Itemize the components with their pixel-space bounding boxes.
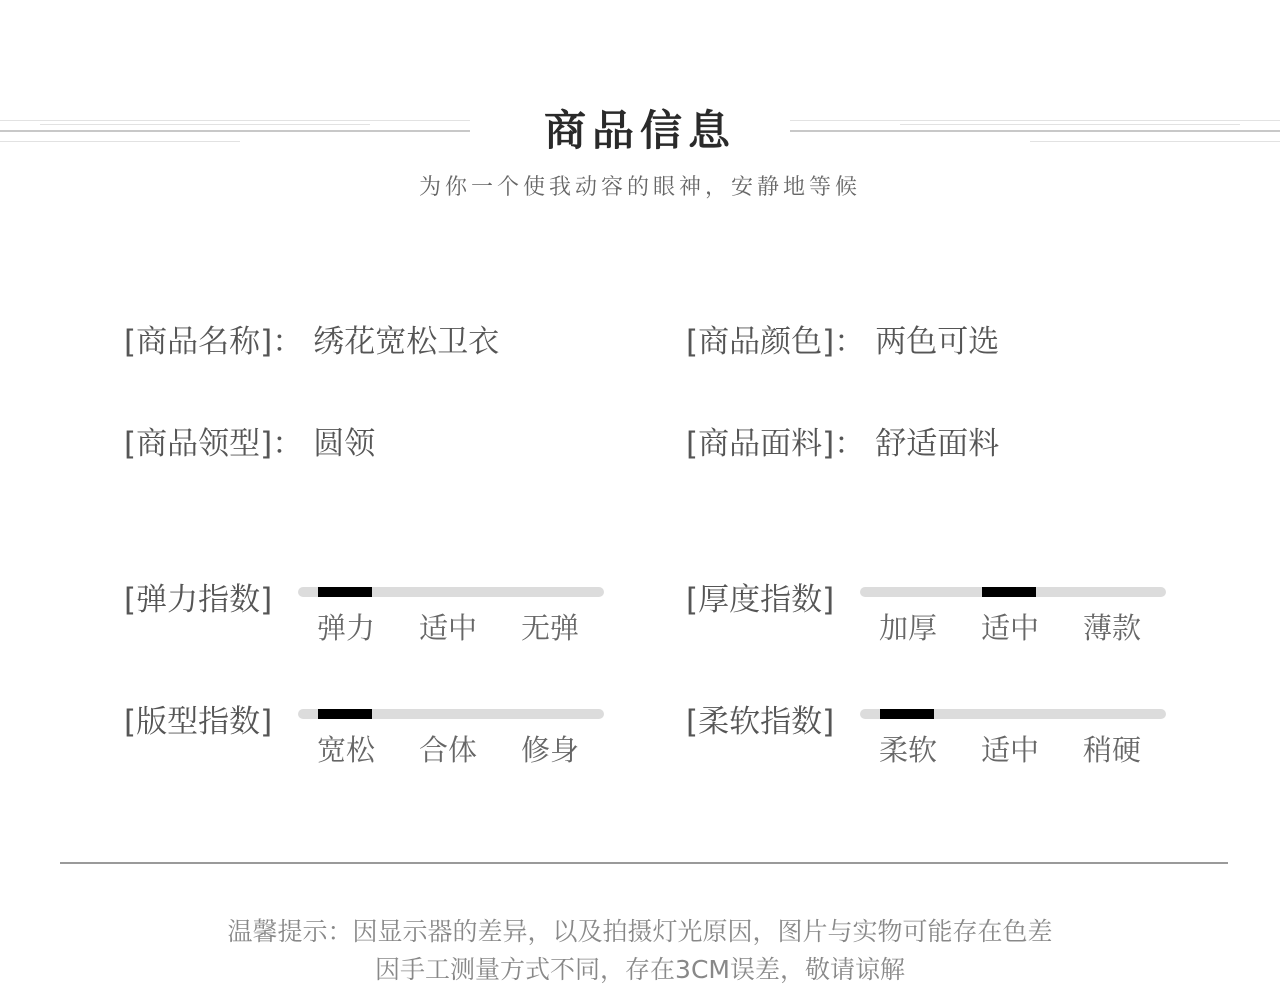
- info-name: [124, 316, 499, 361]
- info-collar-label: [商品领型]：: [124, 426, 304, 462]
- page-subtitle: 为你一个使我动容的眼神，安静地等候: [418, 175, 861, 200]
- index-softness-option-3: 稍硬: [1082, 733, 1141, 767]
- info-fabric-label: [商品面料]：: [686, 426, 866, 462]
- index-elasticity-option-2: 适中: [418, 611, 477, 645]
- index-softness-label: [柔软指数]: [686, 704, 835, 740]
- index-fit-label: [版型指数]: [124, 704, 273, 740]
- footer-divider: [60, 862, 1228, 864]
- info-color: [686, 316, 999, 361]
- index-thickness-option-3: 薄款: [1082, 611, 1141, 645]
- info-fabric: [686, 418, 999, 463]
- info-fabric-value: 舒适面料: [875, 426, 1000, 462]
- index-thickness-option-2: 适中: [980, 611, 1039, 645]
- index-softness-option-2: 适中: [980, 733, 1039, 767]
- index-fit-track: [298, 709, 604, 719]
- info-collar: [124, 418, 375, 463]
- page-title: 商品信息: [543, 106, 736, 155]
- index-softness-option-1: 柔软: [878, 733, 937, 767]
- index-fit-option-2: 合体: [418, 733, 477, 767]
- info-color-value: 两色可选: [875, 324, 1000, 360]
- index-fit-option-1: 宽松: [316, 733, 375, 767]
- index-thickness-label: [厚度指数]: [686, 582, 835, 618]
- index-elasticity-marker: [318, 587, 372, 597]
- index-fit-marker: [318, 709, 372, 719]
- index-elasticity-option-1: 弹力: [316, 611, 375, 645]
- info-color-label: [商品颜色]：: [686, 324, 866, 360]
- info-collar-value: 圆领: [313, 426, 376, 462]
- index-thickness-marker: [982, 587, 1036, 597]
- info-name-value: 绣花宽松卫衣: [313, 324, 500, 360]
- index-thickness-option-1: 加厚: [878, 611, 937, 645]
- index-elasticity-option-3: 无弹: [520, 611, 579, 645]
- index-elasticity-label: [弹力指数]: [124, 582, 273, 618]
- footer-note-line1: 温馨提示：因显示器的差异，以及拍摄灯光原因，图片与实物可能存在色差: [227, 917, 1053, 946]
- footer-note-line2: 因手工测量方式不同，存在3CM误差，敬请谅解: [375, 955, 905, 984]
- index-softness-marker: [880, 709, 934, 719]
- index-thickness-track: [860, 587, 1166, 597]
- index-softness-track: [860, 709, 1166, 719]
- info-name-label: [商品名称]：: [124, 324, 304, 360]
- index-fit-option-3: 修身: [520, 733, 579, 767]
- index-elasticity-track: [298, 587, 604, 597]
